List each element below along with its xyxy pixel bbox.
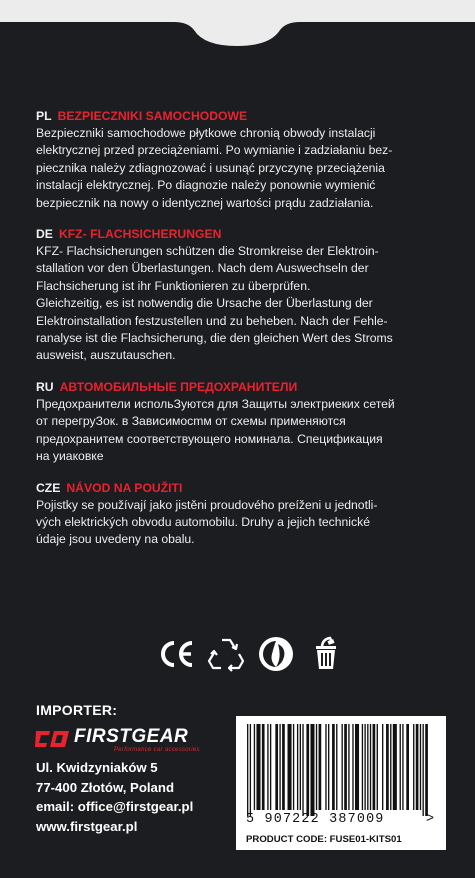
barcode-bar [254,724,255,810]
section-ru [36,379,444,466]
barcode-bar [370,724,371,810]
barcode-bar [270,724,271,810]
certification-icons [152,634,352,678]
barcode-bar [267,724,268,810]
body-line: Flachsicherung ist ihr Funktionieren zu überprüfen. [36,278,311,293]
section-title: АВТОМОБИЛЬНЫЕ ПРЕДОХРАНИТЕЛИ [59,379,298,394]
barcode-digits: 5 907222 387009 [246,812,385,827]
barcode-label [236,716,446,850]
body-line: Pojistky se používají jako jistěni proudového preíženi u jednotli- [36,497,378,512]
ean-barcode [245,724,431,816]
address-line: Ul. Kwidzyniaków 5 [36,760,158,775]
barcode-bar [342,724,343,810]
wee-bin-icon [306,634,346,674]
section-title: BEZPIECZNIKI SAMOCHODOWE [57,109,248,123]
barcode-bar [344,724,347,810]
barcode-bar [297,724,298,810]
barcode-bar [373,724,376,810]
barcode-bar [362,724,363,810]
barcode-bar [275,724,278,810]
barcode-bar [310,724,314,816]
section-body [36,243,444,365]
barcode-bar [247,724,248,816]
address-line: 77-400 Złotów, Poland [36,779,175,795]
email-line: email: office@firstgear.pl [36,799,194,814]
website-line: www.firstgear.pl [36,818,138,834]
body-line: vých elektrických obvodu automobilu. Druhy a jejich technické [36,514,370,529]
lang-code: DE [36,227,53,242]
barcode-bar [250,724,251,816]
barcode-bar [386,724,389,810]
barcode-bar [300,724,301,810]
barcode-bar [355,724,359,810]
section-cze [36,480,444,549]
barcode-bar [293,724,294,810]
barcode-bar [402,724,403,810]
barcode-bar [382,724,383,810]
body-line: bezpiecznik na nowy o identycznej wartości prądu zadziałania. [36,195,374,210]
barcode-bar [328,724,329,810]
barcode-bar [364,724,365,810]
section-title: NÁVOD NA POUŽITI [66,480,183,495]
barcode-bar [400,724,401,810]
barcode-bar [390,724,391,810]
importer-label: IMPORTER: [36,702,118,718]
body-line: Предохранители испольЗуются для Защиты электриеких сетей [36,396,395,411]
barcode-bar [325,724,326,810]
body-line: на уиаковке [36,449,104,464]
barcode-bar [367,724,368,810]
section-body [36,497,444,549]
barcode-bar [332,724,335,810]
body-line: údaje jsou uvedeny na obalu. [36,532,195,547]
green-dot-icon [256,634,296,674]
body-line: от перегруЗок. в Зависимосmм от схемы применяются [36,414,346,429]
barcode-bar [279,724,280,810]
firstgear-logo-mark-icon [34,728,72,750]
body-line: instalacji elektrycznej. Po diagnozie należy ponownie wymienić [36,178,376,193]
barcode-bar [393,724,397,810]
body-line: piecznika należy zdiagnozować i usunąć przyczynę przeciążenia [36,160,385,175]
body-line: Gleichzeitig, es ist notwendig die Ursache der Überlastung der [36,296,373,311]
barcode-bar [423,724,424,816]
barcode-bar [306,724,309,816]
ce-mark-icon [156,634,196,674]
barcode-bar [416,724,419,810]
section-title: KFZ- FLACHSICHERUNGEN [58,227,222,242]
body-line: ausweist, auszutauschen. [36,348,176,363]
barcode-bar [425,724,428,816]
barcode-bar [256,724,260,810]
barcode-bar [336,724,337,810]
barcode-bar [262,724,265,810]
barcode-bar [406,724,409,810]
body-line: ranalyse ist die Flachsicherung, die den gleichen Wert des Stroms [36,331,393,346]
body-line: KFZ- Flachsicherungen schützen die Stromkreise der Elektroin- [36,244,379,259]
barcode-bar [288,724,292,810]
importer-address [36,758,193,836]
firstgear-logo [34,724,234,758]
section-de [36,226,444,365]
description-sections [36,108,444,563]
body-line: elektrycznej przed przeciążeniami. Po wymianie i zadziałaniu bez- [36,143,393,158]
body-line: stallation vor den Überlastungen. Nach dem Auswechseln der [36,261,369,276]
brand-name: FIRSTGEAR [74,726,189,747]
barcode-bar [319,724,322,810]
section-body [36,396,444,466]
section-body [36,125,444,212]
barcode-bar [413,724,414,810]
barcode-bar [282,724,285,810]
lang-code: RU [36,379,54,394]
barcode-bar [352,724,353,810]
hang-tab-cutout [0,0,475,54]
body-line: предохранитем соответствующего номинала. Спецификация [36,431,383,446]
lang-code: PL [36,109,52,123]
barcode-quiet-arrow: > [426,812,435,827]
barcode-bar [316,724,317,810]
body-line: Elektroinstallation festzustellen und zu beheben. Nach der Fehle- [36,313,388,328]
recycle-icon [206,634,246,674]
body-line: Bezpieczniki samochodowe płytkowe chronią obwody instalacji [36,126,376,140]
barcode-bar [348,724,349,810]
barcode-bar [377,724,378,810]
product-code: PRODUCT CODE: FUSE01-KITS01 [246,834,402,845]
section-pl [36,108,444,212]
lang-code: CZE [36,480,61,495]
barcode-bar [302,724,303,816]
barcode-bar [420,724,421,810]
brand-tagline: Performance car accessories [114,747,200,753]
